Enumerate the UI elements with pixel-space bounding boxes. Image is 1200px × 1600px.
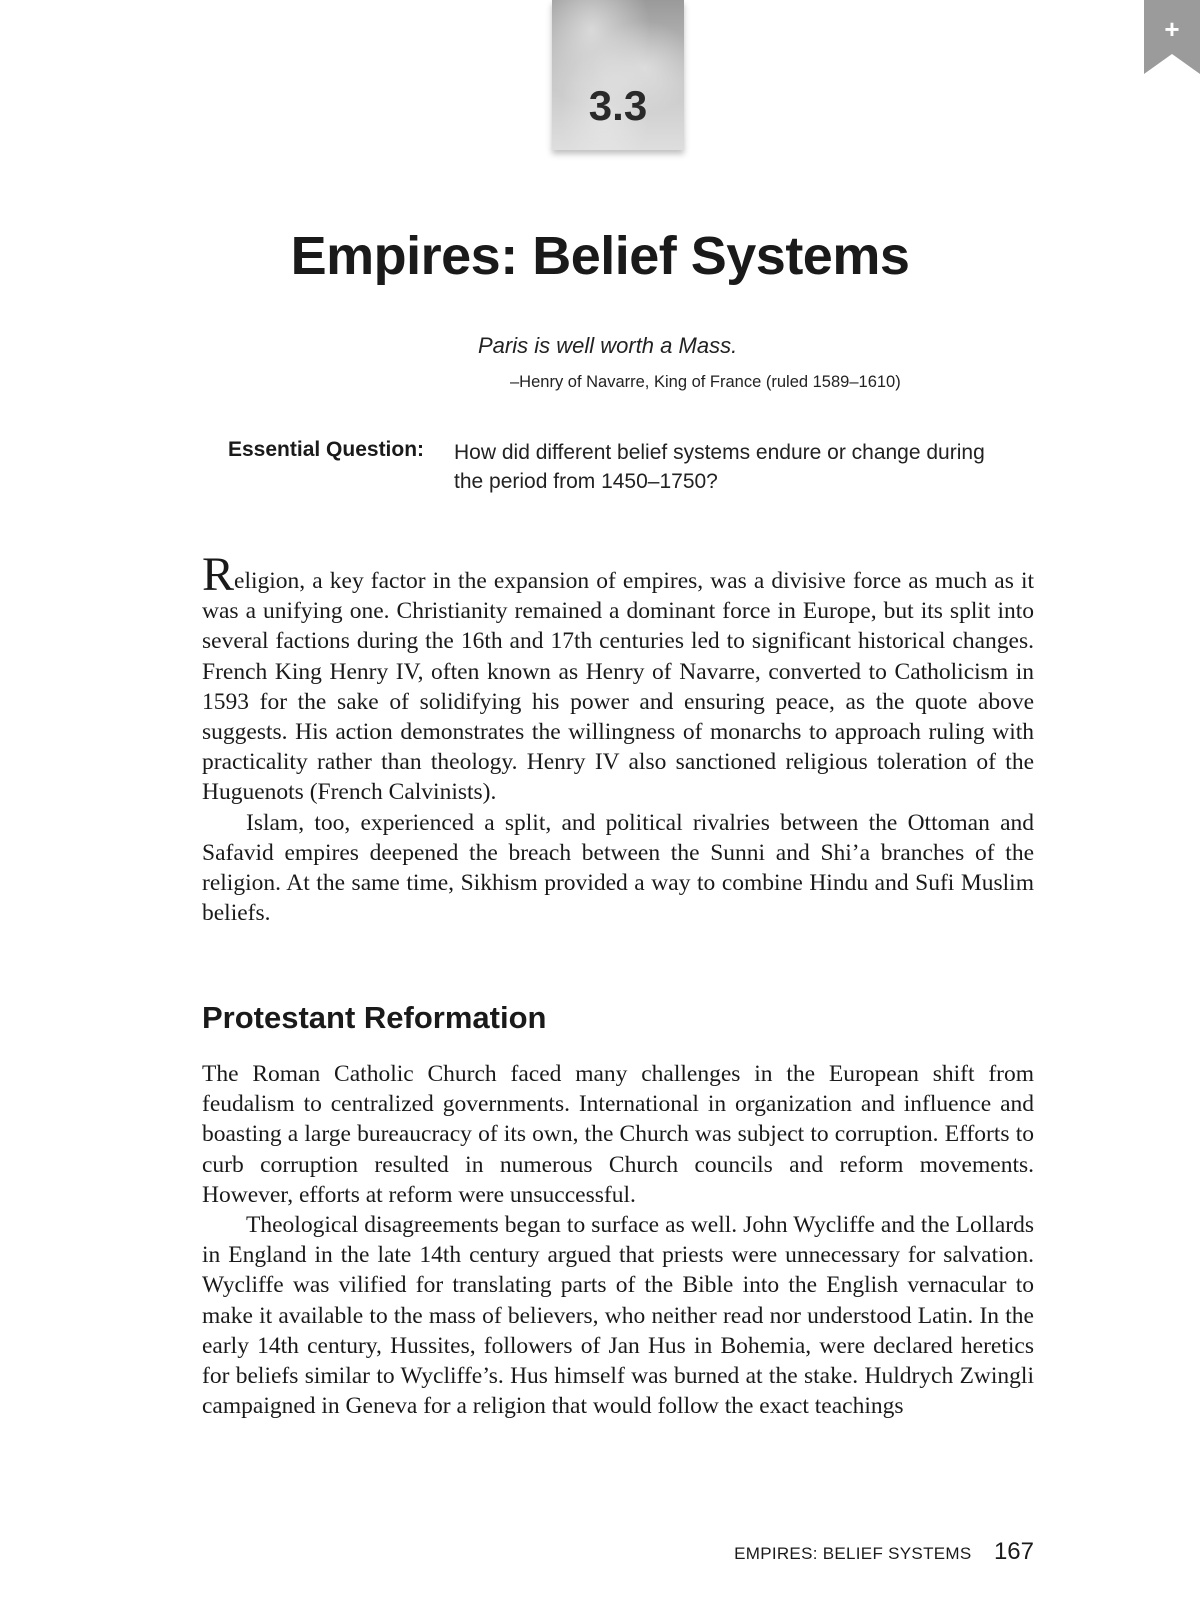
page-number: 167 (993, 1538, 1034, 1565)
section-paragraph-2: Theological disagreements began to surface as well. John Wycliffe and the Lollards in England in the late 14th century argued that priests were unnecessary for salvation. Wycliffe was vilified for translating parts of the Bible into the English vernacular to make it available to the mass of believers, who neither read nor understood Latin. In the early 14th century, Hussites, followers of Jan Hus in Bohemia, were declared heretics for beliefs similar to Wycliffe’s. Hus himself was burned at the stake. Huldrych Zwingli campaigned in Geneva for a religion that would follow the exact teachings (202, 1212, 1034, 1420)
essential-question-text: How did different belief systems endure or change during the period from 1450–1750? (454, 441, 985, 493)
page-title: Empires: Belief Systems (290, 226, 910, 286)
intro-paragraph-2: Islam, too, experienced a split, and political rivalries between the Ottoman and Safavid empires deepened the breach between the Sunni and Shi’a branches of the religion. At the same time, Sikhism provided a way to combine Hindu and Sufi Muslim beliefs. (202, 809, 1034, 927)
epigraph-attribution: –Henry of Navarre, King of France (ruled 1589–1610) (510, 373, 901, 391)
section-heading: Protestant Reformation (202, 1000, 547, 1035)
chapter-number: 3.3 (588, 82, 648, 129)
section-body (202, 1059, 1034, 1421)
intro-section (202, 548, 1034, 928)
intro-paragraph-1 (202, 548, 1034, 808)
plus-bookmark-icon (1144, 0, 1200, 74)
page-footer (734, 1538, 1034, 1566)
drop-cap: R (202, 548, 235, 601)
intro-paragraph-1-text: eligion, a key factor in the expansion of empires, was a divisive force as much as it was a unifying one. Christianity remained a dominant force in Europe, but its split into several factions during the 16th and 17th centuries led to significant historical changes. French King Henry IV, often known as Henry of Navarre, converted to Catholicism in 1593 for the sake of solidifying his power and ensuring peace, as the quote above suggests. His action demonstrates the willingness of monarchs to approach ruling with practicality rather than theology. Henry IV also sanctioned religious toleration of the Huguenots (French Calvinists). (202, 568, 1034, 806)
epigraph-quote: Paris is well worth a Mass. (478, 333, 738, 358)
section-paragraph-1: The Roman Catholic Church faced many challenges in the European shift from feudalism to centralized governments. International in organization and influence and boasting a large bureaucracy of its own, the Church was subject to corruption. Efforts to curb corruption resulted in numerous Church councils and reform movements. However, efforts at reform were unsuccessful. (202, 1061, 1034, 1208)
bookmark-plus-symbol: + (1164, 14, 1180, 44)
essential-question-label: Essential Question: (228, 438, 425, 461)
running-head: EMPIRES: BELIEF SYSTEMS (734, 1544, 972, 1563)
add-bookmark-button[interactable] (1144, 0, 1200, 74)
chapter-number-tab (552, 0, 684, 150)
